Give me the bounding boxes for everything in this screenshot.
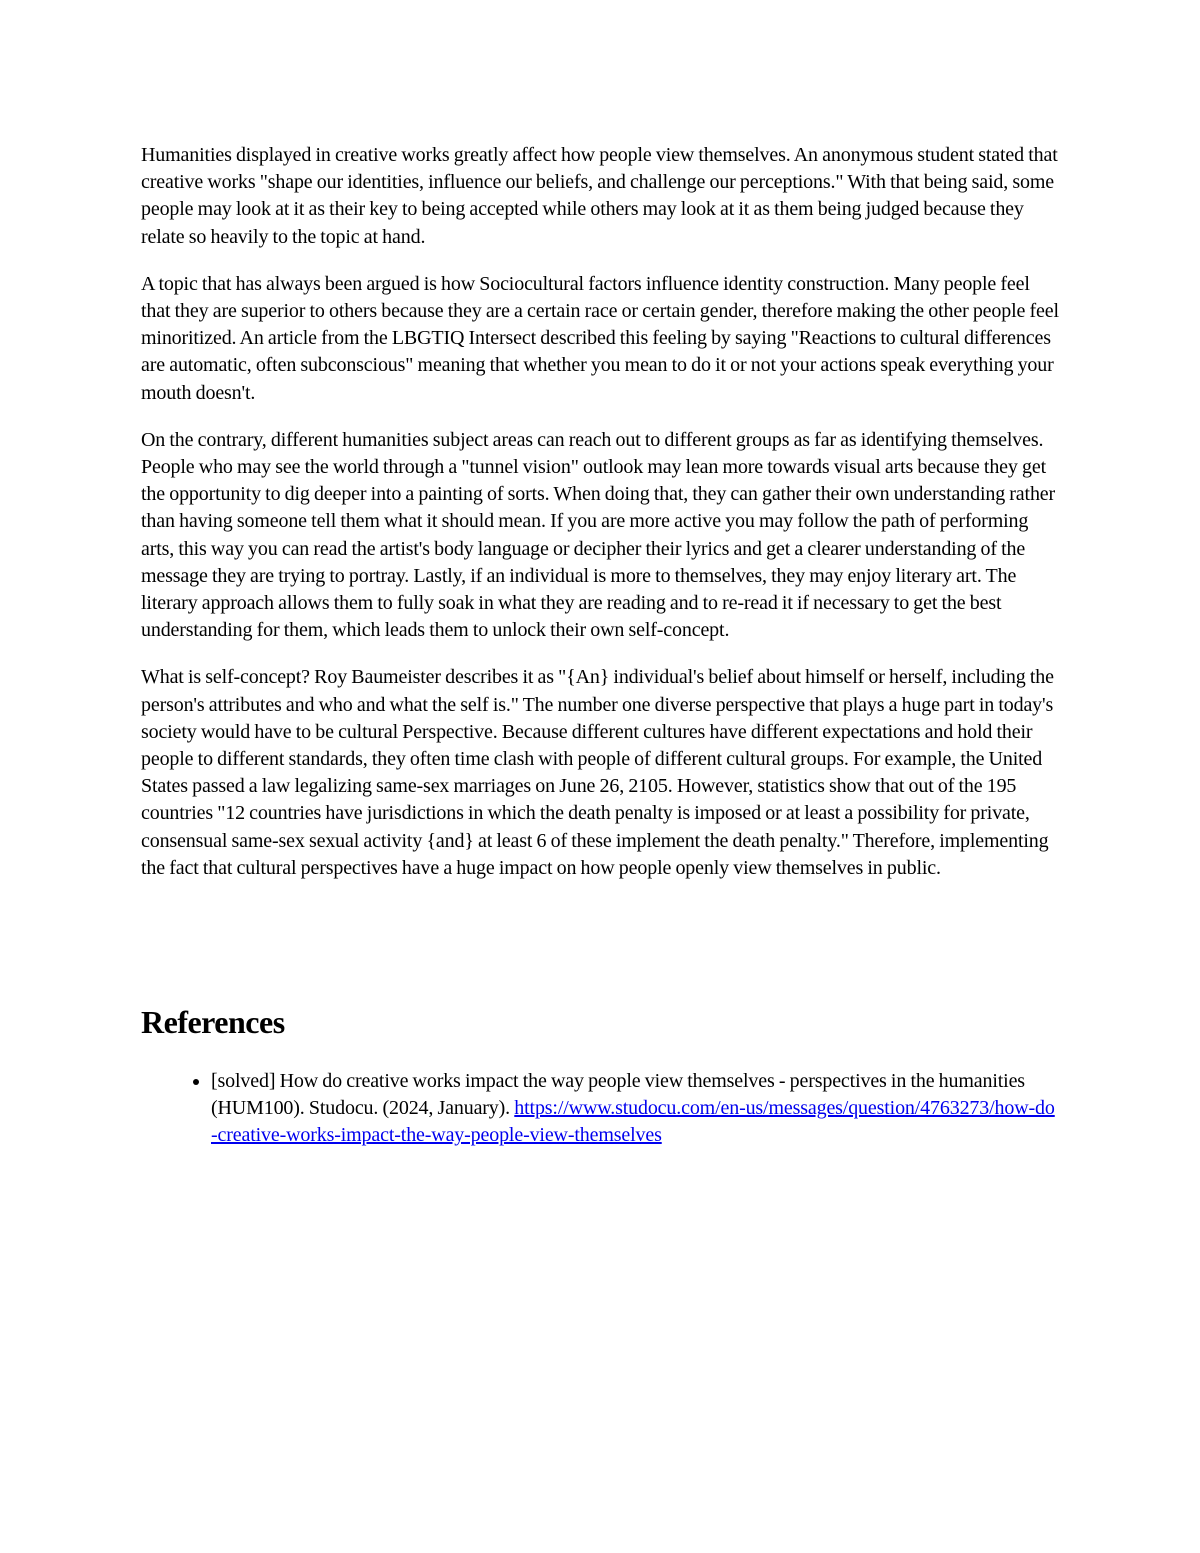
body-paragraph-4: What is self-concept? Roy Baumeister describes it as "{An} individual's belief about himself or herself, including the person's attributes and who and what the self is." The number one diverse perspective that plays a huge part in today's society would have to be cultural Perspective. Because different cultures have different expectations and hold their people to different standards, they often time clash with people of different cultural groups. For example, the United States passed a law legalizing same-sex marriages on June 26, 2105. However, statistics show that out of the 195 countries "12 countries have jurisdictions in which the death penalty is imposed or at least a possibility for private, consensual same-sex sexual activity {and} at least 6 of these implement the death penalty." Therefore, implementing the fact that cultural perspectives have a huge impact on how people openly view themselves in public. (141, 666, 1054, 879)
document-page (141, 142, 1061, 1150)
body-paragraph-2: A topic that has always been argued is how Sociocultural factors influence identity construction. Many people feel that they are superior to others because they are a certain race or certain gender, therefore making the other people feel minoritized. An article from the LBGTIQ Intersect described this feeling by saying "Reactions to cultural differences are automatic, often subconscious" meaning that whether you mean to do it or not your actions speak everything your mouth doesn't. (141, 272, 1059, 404)
body-paragraph-1: Humanities displayed in creative works greatly affect how people view themselves. An anonymous student stated that creative works "shape our identities, influence our beliefs, and challenge our perceptions." With that being said, some people may look at it as their key to being accepted while others may look at it as them being judged because they relate so heavily to the topic at hand. (141, 144, 1058, 248)
references-list (141, 1068, 1061, 1150)
reference-citation: [solved] How do creative works impact the way people view themselves - perspectives in the humanities (HUM100). Studocu. (2024, January). (211, 1070, 1025, 1120)
reference-link[interactable]: https://www.studocu.com/en-us/messages/question/4763273/how-do-creative-works-impact-the-way-people-view-themselves (211, 1097, 1055, 1147)
references-heading: References (141, 1004, 285, 1041)
reference-item (211, 1068, 1061, 1150)
body-paragraph-3: On the contrary, different humanities subject areas can reach out to different groups as far as identifying themselves. People who may see the world through a "tunnel vision" outlook may lean more towards visual arts because they get the opportunity to dig deeper into a painting of sorts. When doing that, they can gather their own understanding rather than having someone tell them what it should mean. If you are more active you may follow the path of performing arts, this way you can read the artist's body language or decipher their lyrics and get a clearer understanding of the message they are trying to portray. Lastly, if an individual is more to themselves, they may enjoy literary art. The literary approach allows them to fully soak in what they are reading and to re-read it if necessary to get the best understanding for them, which leads them to unlock their own self-concept. (141, 428, 1056, 642)
